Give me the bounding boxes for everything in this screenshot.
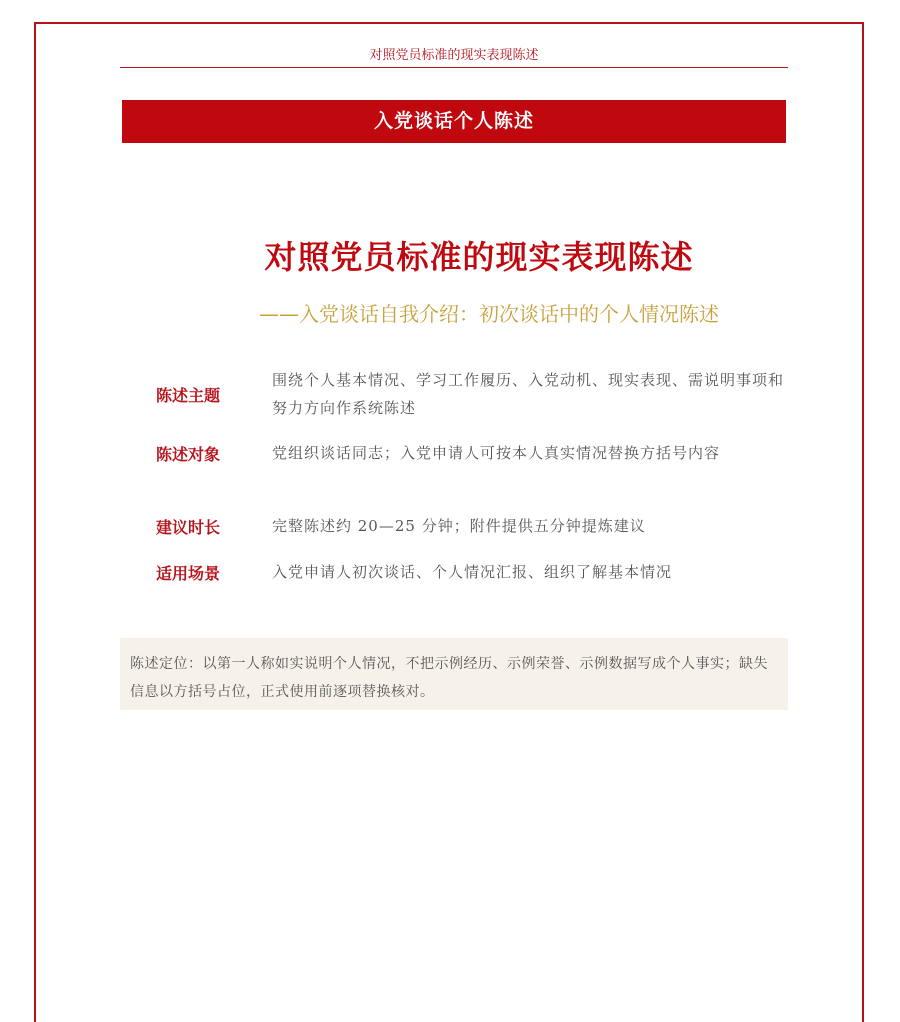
positioning-note bbox=[120, 638, 788, 710]
info-label: 适用场景 bbox=[156, 563, 221, 583]
info-label: 陈述对象 bbox=[156, 444, 221, 464]
page-title: 对照党员标准的现实表现陈述 bbox=[264, 238, 694, 276]
info-value: 完整陈述约 20—25 分钟；附件提供五分钟提炼建议 bbox=[272, 517, 646, 535]
running-header: 对照党员标准的现实表现陈述 bbox=[369, 48, 539, 63]
page-subtitle: ——入党谈话自我介绍：初次谈话中的个人情况陈述 bbox=[259, 302, 719, 326]
info-value: 党组织谈话同志；入党申请人可按本人真实情况替换方括号内容 bbox=[272, 444, 721, 462]
info-value: 围绕个人基本情况、学习工作履历、入党动机、现实表现、需说明事项和努力方向作系统陈述 bbox=[272, 371, 785, 417]
positioning-note-text: 陈述定位：以第一人称如实说明个人情况，不把示例经历、示例荣誉、示例数据写成个人事实；缺失信息以方括号占位，正式使用前逐项替换核对。 bbox=[130, 656, 768, 700]
section-banner: 入党谈话个人陈述 bbox=[122, 100, 786, 143]
header-divider bbox=[120, 67, 788, 68]
info-label: 建议时长 bbox=[156, 517, 221, 537]
info-row-audience bbox=[156, 439, 796, 467]
info-row-scenario bbox=[156, 558, 796, 586]
info-row-duration bbox=[156, 512, 796, 540]
info-label: 陈述主题 bbox=[156, 385, 221, 405]
info-value: 入党申请人初次谈话、个人情况汇报、组织了解基本情况 bbox=[272, 563, 673, 581]
info-row-topic bbox=[156, 366, 796, 422]
